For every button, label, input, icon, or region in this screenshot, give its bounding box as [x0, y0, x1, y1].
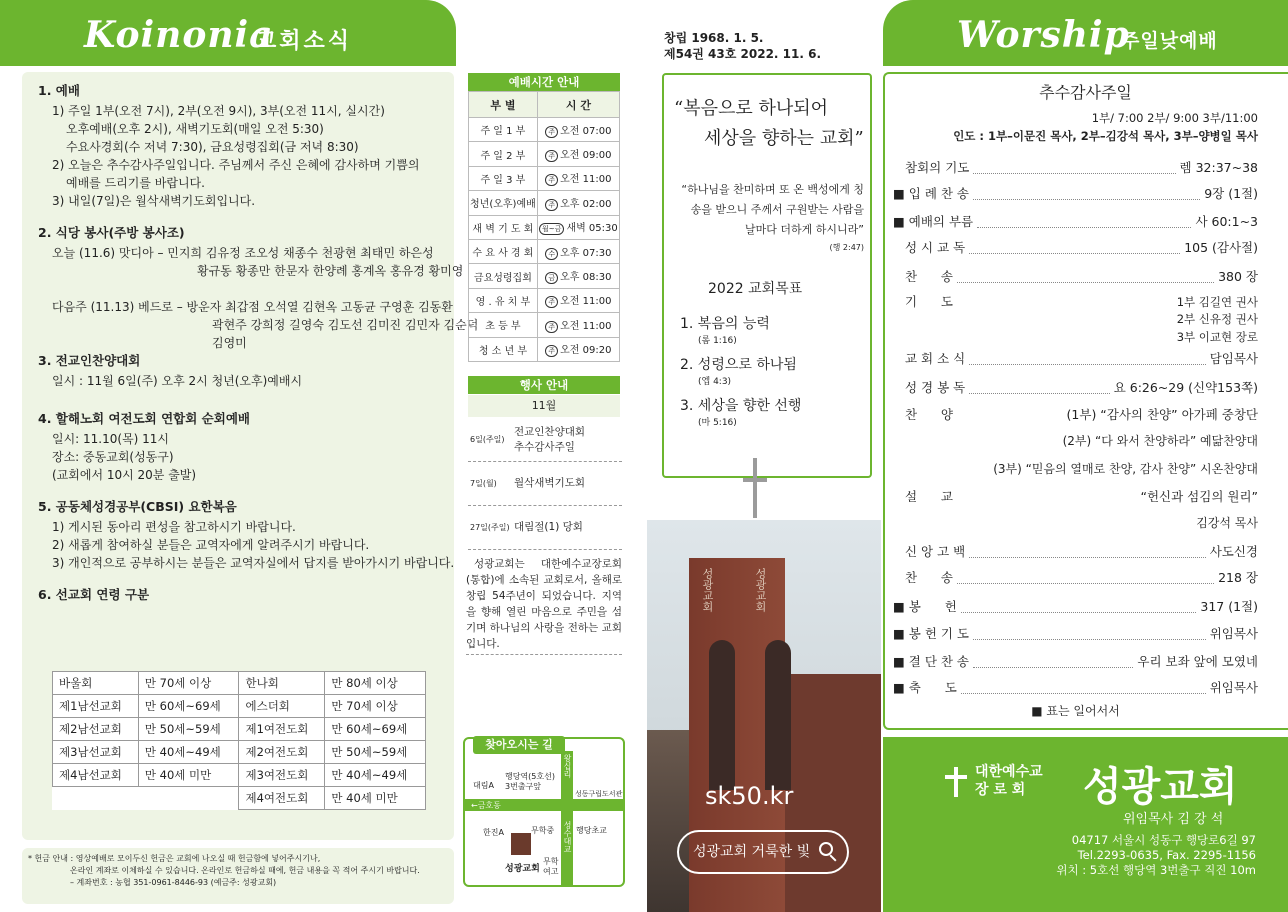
table-cell: 에스더회: [239, 695, 325, 718]
day-badge: 주: [545, 321, 558, 333]
news-section-title: 1. 예배: [38, 83, 80, 98]
schedule-row: [469, 166, 620, 190]
church-address: 04717 서울시 성동구 행당로6길 97: [1071, 833, 1256, 847]
map-label: 행당초교: [576, 826, 607, 835]
order-row: [893, 212, 1258, 232]
dots: [973, 163, 1175, 174]
order-row: [893, 678, 1258, 698]
events-month: 11월: [468, 395, 620, 417]
order-item: 찬 송: [905, 269, 953, 284]
dots: [973, 657, 1133, 668]
schedule-dept: 금요성령집회: [469, 264, 538, 288]
event-row: [468, 462, 622, 506]
time-text: 오후 02:00: [560, 198, 612, 210]
event-desc: 대림절(1) 당회: [514, 521, 583, 533]
news-line: (교회에서 10시 20분 출발): [52, 468, 197, 482]
map-label: 성광교회: [505, 864, 540, 874]
order-detail: 위임목사: [1209, 626, 1258, 641]
time-text: 오전 11:00: [560, 296, 612, 308]
goal-ref: (엡 4:3): [698, 377, 732, 387]
table-cell: 제3남선교회: [53, 741, 139, 764]
issue-info: [664, 30, 821, 62]
table-row: [53, 695, 426, 718]
search-text: 성광교회 거룩한 빛: [693, 844, 811, 860]
dots: [977, 217, 1191, 228]
goal-text: 3. 세상을 향한 선행: [680, 398, 802, 414]
offering-note-line: * 헌금 안내 : 영상예배로 모이두신 헌금은 교회에 나오실 때 헌금함에 넣어주시기나,: [28, 854, 321, 863]
order-item: 찬 양: [905, 407, 953, 422]
cross-vertical: [753, 458, 757, 518]
dots: [973, 629, 1206, 640]
map-label: 행당역(5호선) 3번출구앞: [505, 772, 555, 791]
table-cell: [138, 787, 239, 810]
schedule-dept: 주 일 2 부: [469, 142, 538, 166]
table-row: [53, 672, 426, 695]
schedule-time: [537, 288, 619, 312]
schedule-dept: 새 벽 기 도 회: [469, 215, 538, 239]
day-badge: 금: [545, 272, 558, 284]
schedule-time: [537, 166, 619, 190]
table-cell: 바울회: [53, 672, 139, 695]
schedule-time: [537, 337, 619, 361]
schedule-time: [537, 264, 619, 288]
table-row: [53, 787, 426, 810]
order-row: [893, 597, 1258, 617]
age-table: [52, 671, 426, 810]
schedule-row: [469, 288, 620, 312]
church-location: 위치 : 5호선 행당역 3번출구 직진 10m: [1056, 863, 1256, 877]
map-label: 무학 여고: [543, 857, 559, 876]
goal-text: 2. 성령으로 하나됨: [680, 357, 797, 373]
order-item: ■ 예배의 부름: [893, 214, 974, 229]
table-row: [53, 741, 426, 764]
map-label: 한진A: [483, 828, 504, 837]
order-item: 찬 송: [905, 570, 953, 585]
offering-note-line: – 계좌번호 : 농협 351-0961-8446-93 (예금주: 성광교회): [70, 878, 277, 887]
schedule-dept: 수 요 사 경 회: [469, 239, 538, 263]
goal-ref: (마 5:16): [698, 418, 737, 428]
order-detail: 사도신경: [1209, 544, 1258, 559]
schedule-table: [468, 91, 620, 362]
news-line: 장소: 중동교회(성동구): [52, 450, 174, 464]
denomination-line: 대한예수교: [975, 764, 1043, 780]
schedule-time: [537, 142, 619, 166]
news-section: [38, 586, 448, 604]
denomination: [975, 763, 1043, 799]
table-row: [53, 718, 426, 741]
service-times: 1부/ 7:00 2부/ 9:00 3부/11:00: [1091, 111, 1258, 125]
church-logo-icon: [945, 767, 967, 797]
praise-extra: (3부) “믿음의 열매로 찬양, 감사 찬양” 시온찬양대: [993, 462, 1258, 476]
table-cell: 제4여전도회: [239, 787, 325, 810]
table-cell: 만 70세 이상: [138, 672, 239, 695]
order-detail: 9장 (1절): [1204, 186, 1258, 201]
sermon-preacher: 김강석 목사: [1196, 516, 1258, 530]
search-box[interactable]: [677, 830, 849, 874]
map-label: ←금호동: [471, 801, 501, 810]
news-line: 곽현주 강희정 길영숙 김도선 김미진 김민자 김순덕: [212, 318, 479, 332]
news-line: 1) 게시된 동아리 편성을 참고하시기 바랍니다.: [52, 520, 296, 534]
koinonia-script-title: Koinonia: [84, 14, 274, 56]
order-row: [893, 487, 1258, 507]
church-footer: [883, 737, 1288, 912]
time-text: 오전 07:00: [560, 125, 612, 137]
day-badge: 주: [545, 150, 558, 162]
motto-line: “복음으로 하나되어: [674, 98, 829, 119]
schedule-row: [469, 337, 620, 361]
news-list: [38, 82, 479, 612]
order-item: ■ 결 단 찬 송: [893, 654, 970, 669]
tower-text: 성광교회: [754, 568, 767, 612]
order-detail: 사 60:1~3: [1195, 214, 1258, 229]
news-section-title: 4. 할해노회 여전도회 연합회 순회예배: [38, 411, 250, 426]
table-cell: 제1남선교회: [53, 695, 139, 718]
motto-verse-ref: (행 2:47): [829, 243, 864, 252]
day-badge: 주: [545, 199, 558, 211]
church-contact: [1056, 833, 1256, 878]
church-name: 성광교회: [1083, 764, 1238, 810]
schedule-dept: 초 등 부: [469, 313, 538, 337]
event-date: 27일(주일): [470, 523, 510, 532]
order-row: [893, 292, 1258, 312]
dots: [957, 272, 1214, 283]
service-title: 추수감사주일: [1039, 83, 1132, 102]
schedule-time: [537, 239, 619, 263]
motto-verse: “하나님을 찬미하며 또 온 백성에게 칭송을 받으니 주께서 구원받는 사람을 날마다 더하게 하시니라”: [681, 183, 864, 236]
table-cell: 만 50세~59세: [325, 741, 426, 764]
schedule-title: 예배시간 안내: [468, 73, 620, 91]
service-leaders: 인도 : 1부–이문진 목사, 2부–김강석 목사, 3부–양병일 목사: [953, 129, 1258, 143]
day-badge: 주: [545, 345, 558, 357]
table-cell: 만 40세~49세: [325, 764, 426, 787]
pastor-name: 위임목사 김 강 석: [1123, 812, 1224, 827]
order-detail: 위임목사: [1209, 680, 1258, 695]
cross-horizontal: [743, 478, 767, 482]
founded-date: 창립 1968. 1. 5.: [664, 31, 764, 45]
table-cell: 만 40세 미만: [138, 764, 239, 787]
tower-window: [765, 640, 791, 790]
news-section: [38, 410, 448, 484]
order-item: ■ 축 도: [893, 680, 957, 695]
news-line: 2) 오늘은 추수감사주일입니다. 주님께서 주신 은혜에 감사하며 기쁨의: [52, 158, 420, 172]
dots: [961, 602, 1197, 613]
news-line: 3) 내일(7일)은 월삭새벽기도회입니다.: [52, 194, 256, 208]
news-line: 일시 : 11월 6일(주) 오후 2시 청년(오후)예배시: [52, 374, 303, 388]
dots: [969, 547, 1205, 558]
schedule-time: [537, 118, 619, 142]
website[interactable]: sk50.kr: [705, 782, 794, 810]
event-date: 7일(월): [470, 479, 497, 488]
event-row: [468, 418, 622, 462]
denomination-line: 장 로 회: [975, 782, 1026, 798]
news-line: 다음주 (11.13) 베드로 – 방운자 최갑점 오석열 김현옥 고동균 구영훈 김동환: [52, 300, 453, 314]
day-badge: 주: [545, 296, 558, 308]
schedule-dept: 청년(오후)예배: [469, 191, 538, 215]
table-cell: 만 60세~69세: [138, 695, 239, 718]
day-badge: 주: [545, 126, 558, 138]
church-photo: [647, 520, 881, 912]
schedule-col-dept: 부 별: [469, 92, 538, 118]
worship-title: 주일낮예배: [1121, 30, 1218, 52]
worship-header: [883, 0, 1288, 66]
order-detail: “헌신과 섬김의 원리”: [1140, 489, 1258, 504]
event-row: [468, 506, 622, 550]
prayer-extra: 3부 이교현 장로: [1176, 330, 1258, 344]
goal-text: 1. 복음의 능력: [680, 316, 770, 332]
day-badge: 월~금: [539, 223, 564, 235]
order-row: [893, 158, 1258, 178]
order-item: 기 도: [905, 294, 953, 309]
stand-note: ■ 표는 일어서서: [1031, 704, 1120, 718]
order-item: 신 앙 고 백: [905, 544, 966, 559]
order-detail: 218 장: [1218, 570, 1258, 585]
order-row: [893, 267, 1258, 287]
order-detail: 317 (1절): [1200, 599, 1258, 614]
motto-line: 세상을 향하는 교회”: [704, 128, 864, 149]
schedule-time: [537, 313, 619, 337]
events-list: [468, 418, 622, 550]
divider: [466, 654, 622, 655]
table-cell: 제2남선교회: [53, 718, 139, 741]
order-detail: 담임목사: [1209, 351, 1258, 366]
offering-note: [28, 853, 453, 889]
church-about: 성광교회는 대한예수교장로회(통합)에 소속된 교회로서, 올해로 창립 54주년이 되었습니다. 지역을 향해 열린 마음으로 주민을 섬기며 하나님의 사랑을 전하는 교회입니다.: [466, 558, 622, 650]
schedule-col-time: 시 간: [537, 92, 619, 118]
order-item: 참회의 기도: [905, 160, 970, 175]
schedule-dept: 청 소 년 부: [469, 337, 538, 361]
order-item: 성 경 봉 독: [905, 380, 966, 395]
time-text: 오후 07:30: [560, 247, 612, 259]
news-section: [38, 82, 448, 210]
schedule-time: [537, 191, 619, 215]
news-line: 예배를 드리기를 바랍니다.: [66, 176, 205, 190]
time-text: 오전 09:00: [560, 150, 612, 162]
goal-title: 2022 교회목표: [708, 281, 803, 297]
order-row: [893, 542, 1258, 562]
tower-window: [709, 640, 735, 790]
table-cell: 제1여전도회: [239, 718, 325, 741]
table-cell: 만 40세 미만: [325, 787, 426, 810]
event-date: 6일(주일): [470, 435, 505, 444]
schedule-dept: 영 . 유 치 부: [469, 288, 538, 312]
table-cell: 제4남선교회: [53, 764, 139, 787]
news-section: [38, 352, 448, 390]
dots: [973, 189, 1200, 200]
order-row: [893, 624, 1258, 644]
order-detail: 1부 김길연 권사: [1176, 295, 1258, 309]
order-detail: 105 (감사절): [1184, 240, 1258, 255]
goal-item: [680, 397, 865, 428]
news-line: 김영미: [212, 336, 247, 350]
order-detail: 380 장: [1218, 269, 1258, 284]
news-line: 2) 새롭게 참여하실 분들은 교역자에게 알려주시기 바랍니다.: [52, 538, 370, 552]
news-line: 1) 주일 1부(오전 7시), 2부(오전 9시), 3부(오전 11시, 실시간): [52, 104, 385, 118]
event-desc: 전교인찬양대회 추수감사주일: [514, 425, 586, 453]
news-section: [38, 224, 479, 352]
order-item: ■ 봉 헌 기 도: [893, 626, 970, 641]
news-section-title: 5. 공동체성경공부(CBSI) 요한복음: [38, 499, 237, 514]
table-cell: 만 50세~59세: [138, 718, 239, 741]
order-item: 성 시 교 독: [905, 240, 966, 255]
table-cell: 제2여전도회: [239, 741, 325, 764]
dots: [969, 243, 1180, 254]
order-detail: 요 6:26~29 (신약153쪽): [1113, 380, 1258, 395]
order-detail: 렘 32:37~38: [1179, 160, 1258, 175]
church-phone: Tel.2293-0635, Fax. 2295-1156: [1077, 848, 1256, 862]
table-row: [53, 764, 426, 787]
directions-map: [463, 737, 625, 887]
table-cell: 한나회: [239, 672, 325, 695]
time-text: 새벽 05:30: [566, 223, 618, 235]
news-title: 교회소식: [255, 29, 353, 54]
order-item: ■ 입 례 찬 송: [893, 186, 970, 201]
schedule-row: [469, 313, 620, 337]
goal-item: [680, 315, 865, 346]
order-row: [893, 184, 1258, 204]
map-label: 왕십리: [563, 754, 572, 778]
table-cell: 만 40세~49세: [138, 741, 239, 764]
news-line: 오후예배(오후 2시), 새벽기도회(매일 오전 5:30): [66, 122, 324, 136]
news-section-title: 2. 식당 봉사(주방 봉사조): [38, 225, 185, 240]
motto: [674, 94, 864, 154]
goal-list: [680, 315, 865, 438]
news-section-title: 6. 선교회 연령 구분: [38, 587, 150, 602]
schedule-row: [469, 118, 620, 142]
order-row: [893, 378, 1258, 398]
schedule-dept: 주 일 3 부: [469, 166, 538, 190]
dots: [961, 683, 1206, 694]
order-detail: (1부) “감사의 찬양” 아가페 중창단: [1066, 407, 1258, 422]
table-cell: 만 80세 이상: [325, 672, 426, 695]
schedule-row: [469, 191, 620, 215]
schedule-dept: 주 일 1 부: [469, 118, 538, 142]
koinonia-header: [0, 0, 456, 66]
issue-number: 제54권 43호 2022. 11. 6.: [664, 47, 822, 61]
search-icon-handle: [829, 854, 836, 861]
map-label: 성동구립도서관: [575, 790, 623, 798]
time-text: 오후 08:30: [560, 272, 612, 284]
event-desc: 월삭새벽기도회: [514, 477, 586, 489]
time-text: 오전 11:00: [560, 174, 612, 186]
order-row: [893, 405, 1258, 425]
table-cell: [53, 787, 139, 810]
schedule-row: [469, 239, 620, 263]
dots: [969, 354, 1205, 365]
goal-item: [680, 356, 865, 387]
news-line: 일시: 11.10(목) 11시: [52, 432, 170, 446]
day-badge: 주: [545, 174, 558, 186]
schedule-time: [537, 215, 619, 239]
map-label: 무학중: [531, 826, 555, 835]
praise-extra: (2부) “다 와서 찬양하라” 예닮찬양대: [1062, 434, 1258, 448]
dots: [957, 573, 1214, 584]
map-label: 성수대교: [563, 821, 572, 853]
map-church-icon: [511, 833, 531, 855]
schedule-row: [469, 142, 620, 166]
order-row: [893, 238, 1258, 258]
worship-script-title: Worship: [957, 14, 1130, 56]
time-text: 오전 09:20: [560, 345, 612, 357]
news-section-title: 3. 전교인찬양대회: [38, 353, 141, 368]
map-title: 찾아오시는 길: [473, 736, 565, 754]
prayer-extra: 2부 신유정 권사: [1176, 312, 1258, 326]
news-line: 황규동 황종만 한문자 한양례 홍계옥 홍유경 황미영: [197, 264, 464, 278]
day-badge: 수: [545, 248, 558, 260]
order-row: [893, 349, 1258, 369]
order-detail: 우리 보좌 앞에 모였네: [1137, 654, 1258, 669]
news-line: 3) 개인적으로 공부하시는 분들은 교역자실에서 답지를 받아가시기 바랍니다.: [52, 556, 455, 570]
order-row: [893, 568, 1258, 588]
goal-ref: (롬 1:16): [698, 336, 737, 346]
dots: [969, 383, 1109, 394]
time-text: 오전 11:00: [560, 320, 612, 332]
news-section: [38, 498, 455, 572]
offering-note-line: 온라인 계좌로 이체하실 수 있습니다. 온라인로 헌금하실 때에, 헌금 내용을 꼭 적어 주시기 바랍니다.: [70, 866, 420, 875]
tower-text: 성광교회: [701, 568, 714, 612]
table-cell: 만 70세 이상: [325, 695, 426, 718]
news-line: 오늘 (11.6) 맛디아 – 민지희 김유정 조오성 채종수 천광현 최태민 하은성: [52, 246, 434, 260]
order-item: ■ 봉 헌: [893, 599, 957, 614]
table-cell: 제3여전도회: [239, 764, 325, 787]
order-row: [893, 652, 1258, 672]
table-cell: 만 60세~69세: [325, 718, 426, 741]
order-item: 교 회 소 식: [905, 351, 966, 366]
schedule-row: [469, 264, 620, 288]
events-title: 행사 안내: [468, 376, 620, 394]
map-label: 대림A: [473, 781, 494, 790]
schedule-row: [469, 215, 620, 239]
news-line: 수요사경회(수 저녁 7:30), 금요성령집회(금 저녁 8:30): [66, 140, 359, 154]
order-item: 설 교: [905, 489, 953, 504]
